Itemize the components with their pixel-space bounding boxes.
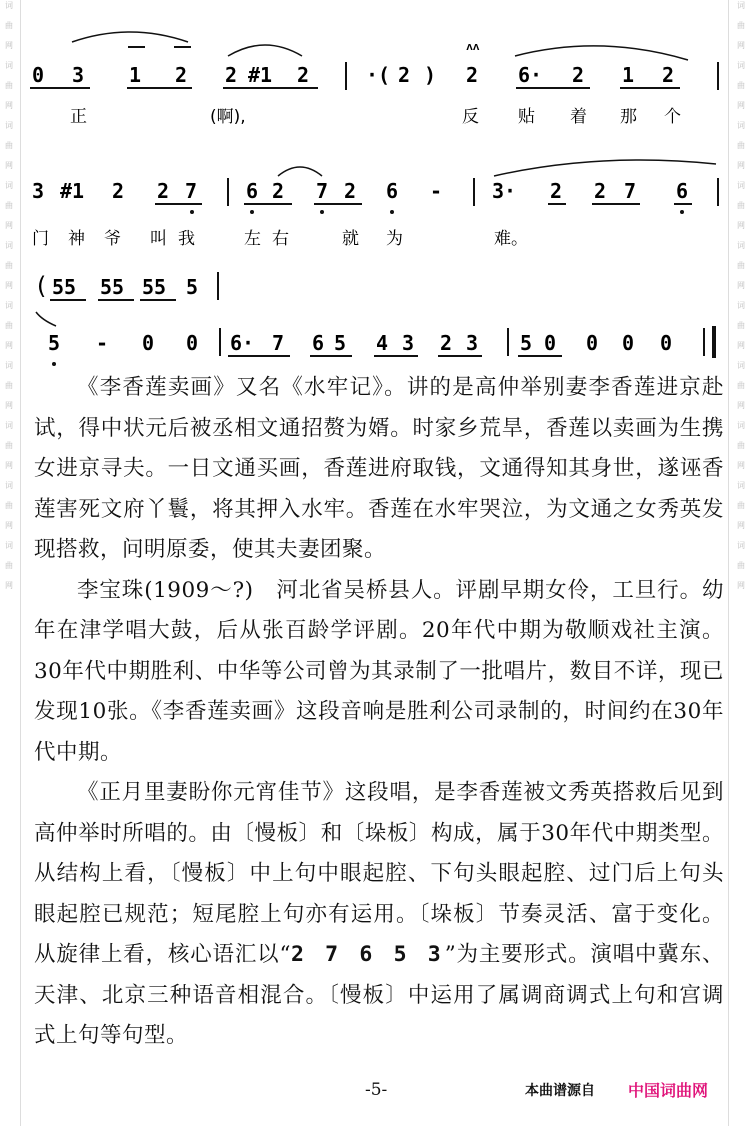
watermark-glyph: 词 [737, 301, 745, 310]
watermark-glyph: 网 [5, 581, 13, 590]
watermark-glyph: 词 [5, 361, 13, 370]
tie [36, 312, 56, 326]
watermark-glyph: 网 [737, 161, 745, 170]
watermark-glyph: 词 [737, 241, 745, 250]
watermark-glyph: 网 [5, 221, 13, 230]
low-octave-dot [390, 210, 394, 214]
score-line-3 [34, 272, 714, 366]
watermark-glyph: 网 [737, 581, 745, 590]
note: 7 [624, 179, 637, 203]
paragraph-analysis [34, 773, 724, 1057]
watermark-glyph: 曲 [737, 261, 745, 270]
watermark-glyph: 网 [737, 101, 745, 110]
note: 2 [662, 63, 675, 87]
note: 6 [246, 179, 259, 203]
watermark-glyph: 词 [737, 421, 745, 430]
note: 3 [32, 179, 45, 203]
lyric: 爷 [104, 229, 121, 249]
watermark-glyph: 网 [737, 461, 745, 470]
lyric: 叫 [150, 229, 167, 249]
page-number: -5- [365, 1080, 388, 1100]
analysis-text-a: 《正月里妻盼你元宵佳节》这段唱，是李香莲被文秀英搭救后见到高仲举时所唱的。由〔慢板〕和〔垛板〕构成，属于30年代中期类型。从结构上看，〔慢板〕中上句中眼起腔、下句头眼起腔、过门后上句头眼起腔已规范；短尾腔上句亦有运用。〔垛板〕节奏灵活、富于变化。从旋律上看，核心语汇以“ [34, 780, 724, 967]
watermark-glyph: 词 [737, 361, 745, 370]
watermark-glyph: 网 [5, 161, 13, 170]
lyric: 门 [32, 229, 49, 249]
score-line-1 [30, 32, 718, 127]
watermark-glyph: 曲 [5, 501, 13, 510]
note: 0 [544, 331, 557, 355]
note: 6· [230, 331, 255, 355]
lyric: 着 [570, 107, 587, 127]
lyric: 难。 [494, 229, 528, 249]
paragraph-biography: 李宝珠(1909～?) 河北省吴桥县人。评剧早期女伶，工旦行。幼年在津学唱大鼓，后从张百龄学评剧。20年代中期为敬顺戏社主演。30年代中期胜利、中华等公司曾为其录制了一批唱片，数目不详，现已发现10张。《李香莲卖画》这段音响是胜利公司录制的，时间约在30年代中期。 [34, 577, 724, 765]
lyric: 左 [244, 229, 261, 249]
watermark-glyph: 网 [5, 521, 13, 530]
note: 2 [297, 63, 310, 87]
watermark-glyph: 网 [737, 281, 745, 290]
note: 7 [272, 331, 285, 355]
watermark-glyph: 词 [737, 541, 745, 550]
low-octave-dot [190, 210, 194, 214]
note: 0 [622, 331, 635, 355]
note: #1 [60, 179, 85, 203]
watermark-glyph: 词 [5, 61, 13, 70]
note: 0 [32, 63, 45, 87]
watermark-glyph: 曲 [5, 81, 13, 90]
watermark-glyph: 曲 [5, 381, 13, 390]
watermark-glyph: 词 [5, 481, 13, 490]
slur [228, 45, 302, 56]
watermark-glyph: 网 [5, 41, 13, 50]
note: 1 [129, 63, 142, 87]
lyric: 为 [386, 229, 403, 249]
watermark-glyph: 曲 [5, 201, 13, 210]
slur [494, 160, 716, 176]
note: 0 [660, 331, 673, 355]
watermark-glyph: 词 [5, 541, 13, 550]
watermark-glyph: 曲 [737, 21, 745, 30]
watermark-glyph: 曲 [5, 321, 13, 330]
note: 7 [185, 179, 198, 203]
watermark-glyph: 曲 [737, 141, 745, 150]
low-octave-dot [320, 210, 324, 214]
watermark-glyph: 网 [737, 401, 745, 410]
note: ) [424, 63, 437, 87]
watermark-glyph: 词 [5, 241, 13, 250]
watermark-glyph: 词 [737, 121, 745, 130]
low-octave-dot [52, 362, 56, 366]
lyric: 那 [620, 107, 637, 127]
watermark-glyph: 词 [5, 301, 13, 310]
note: 3 [402, 331, 415, 355]
note: 55 [142, 275, 167, 299]
note: 6 [386, 179, 399, 203]
watermark-glyph: 曲 [5, 261, 13, 270]
note: 7 [316, 179, 329, 203]
lyric: 就 [342, 229, 359, 249]
watermark-glyph: 网 [737, 41, 745, 50]
note: 2 [112, 179, 125, 203]
watermark-glyph: 曲 [737, 441, 745, 450]
lyric: 个 [664, 107, 681, 127]
ornament-mark: ᴧᴧ [466, 40, 480, 53]
analysis-text-b: ”为主要形式。演唱中冀东、天津、北京三种语音相混合。〔慢板〕中运用了属调商调式上句和宫调式上句等句型。 [34, 942, 725, 1048]
watermark-glyph: 曲 [737, 381, 745, 390]
note: 6· [518, 63, 543, 87]
watermark-glyph: 曲 [737, 561, 745, 570]
watermark-glyph: 网 [737, 521, 745, 530]
watermark-glyph: 词 [737, 1, 745, 10]
watermark-glyph: 曲 [737, 201, 745, 210]
watermark-glyph: 词 [737, 181, 745, 190]
watermark-glyph: 曲 [737, 81, 745, 90]
slur [278, 167, 322, 176]
note: 2 [440, 331, 453, 355]
site-name-link[interactable]: 中国词曲网 [628, 1081, 709, 1100]
watermark-glyph: 曲 [5, 561, 13, 570]
watermark-glyph: 网 [737, 341, 745, 350]
body-text [34, 368, 724, 1057]
slur [515, 46, 688, 60]
watermark-glyph: 曲 [5, 441, 13, 450]
watermark-glyph: 词 [737, 481, 745, 490]
note: - [430, 179, 443, 203]
note: 6 [676, 179, 689, 203]
note: 5 [48, 331, 61, 355]
paren: ( [34, 272, 49, 300]
lyric: (啊), [210, 107, 246, 127]
note: 2 [594, 179, 607, 203]
low-octave-dot [680, 210, 684, 214]
note: 2 [157, 179, 170, 203]
note: 5 [186, 275, 199, 299]
low-octave-dot [250, 210, 254, 214]
note: 0 [142, 331, 155, 355]
note: 2 [550, 179, 563, 203]
lyric: 反 [462, 107, 479, 127]
motif-numbers: 2 7 6 5 3 [290, 942, 445, 967]
watermark-glyph: 词 [5, 181, 13, 190]
note: #1 [248, 63, 273, 87]
watermark-glyph: 网 [737, 221, 745, 230]
lyric: 神 [68, 229, 85, 249]
watermark-glyph: 曲 [5, 21, 13, 30]
watermark-glyph: 曲 [737, 501, 745, 510]
watermark-glyph: 词 [5, 1, 13, 10]
note: 1 [622, 63, 635, 87]
score-line-2 [32, 160, 718, 249]
note: 0 [586, 331, 599, 355]
note: 5 [520, 331, 533, 355]
watermark-glyph: 网 [5, 281, 13, 290]
note: 2 [344, 179, 357, 203]
note: 4 [376, 331, 389, 355]
watermark-glyph: 曲 [737, 321, 745, 330]
note: 3 [72, 63, 85, 87]
note: 5 [334, 331, 347, 355]
note: 2 [398, 63, 411, 87]
lyric: 贴 [518, 107, 535, 127]
watermark-glyph: 网 [5, 341, 13, 350]
note: 2 [175, 63, 188, 87]
source-label: 本曲谱源自 [525, 1083, 595, 1099]
watermark-glyph: 网 [5, 461, 13, 470]
note: 2 [466, 63, 479, 87]
note: 3· [492, 179, 517, 203]
paragraph-synopsis: 《李香莲卖画》又名《水牢记》。讲的是高仲举别妻李香莲进京赴试，得中状元后被丞相文通招赘为婿。时家乡荒旱，香莲以卖画为生携女进京寻夫。一日文通买画，香莲进府取钱，文通得知其身世，遂诬香莲害死文府丫鬟，将其押入水牢。香莲在水牢哭泣，为文通之女秀英发现搭救，问明原委，使其夫妻团聚。 [34, 375, 724, 562]
note: ( [378, 63, 391, 87]
lyric: 正 [70, 107, 87, 127]
slur [72, 32, 188, 42]
watermark-glyph: 词 [5, 421, 13, 430]
watermark-glyph: 词 [737, 61, 745, 70]
lyric: 右 [272, 229, 289, 249]
watermark-glyph: 词 [5, 121, 13, 130]
watermark-glyph: 网 [5, 401, 13, 410]
note: 3 [466, 331, 479, 355]
note: 55 [52, 275, 77, 299]
watermark-glyph: 曲 [5, 141, 13, 150]
note: 2 [272, 179, 285, 203]
note: 55 [100, 275, 125, 299]
note: · [366, 63, 379, 87]
note: 2 [225, 63, 238, 87]
note: 2 [572, 63, 585, 87]
note: 6 [312, 331, 325, 355]
note: - [96, 331, 109, 355]
music-score [0, 0, 750, 370]
watermark-glyph: 网 [5, 101, 13, 110]
lyric: 我 [178, 229, 195, 249]
note: 0 [186, 331, 199, 355]
